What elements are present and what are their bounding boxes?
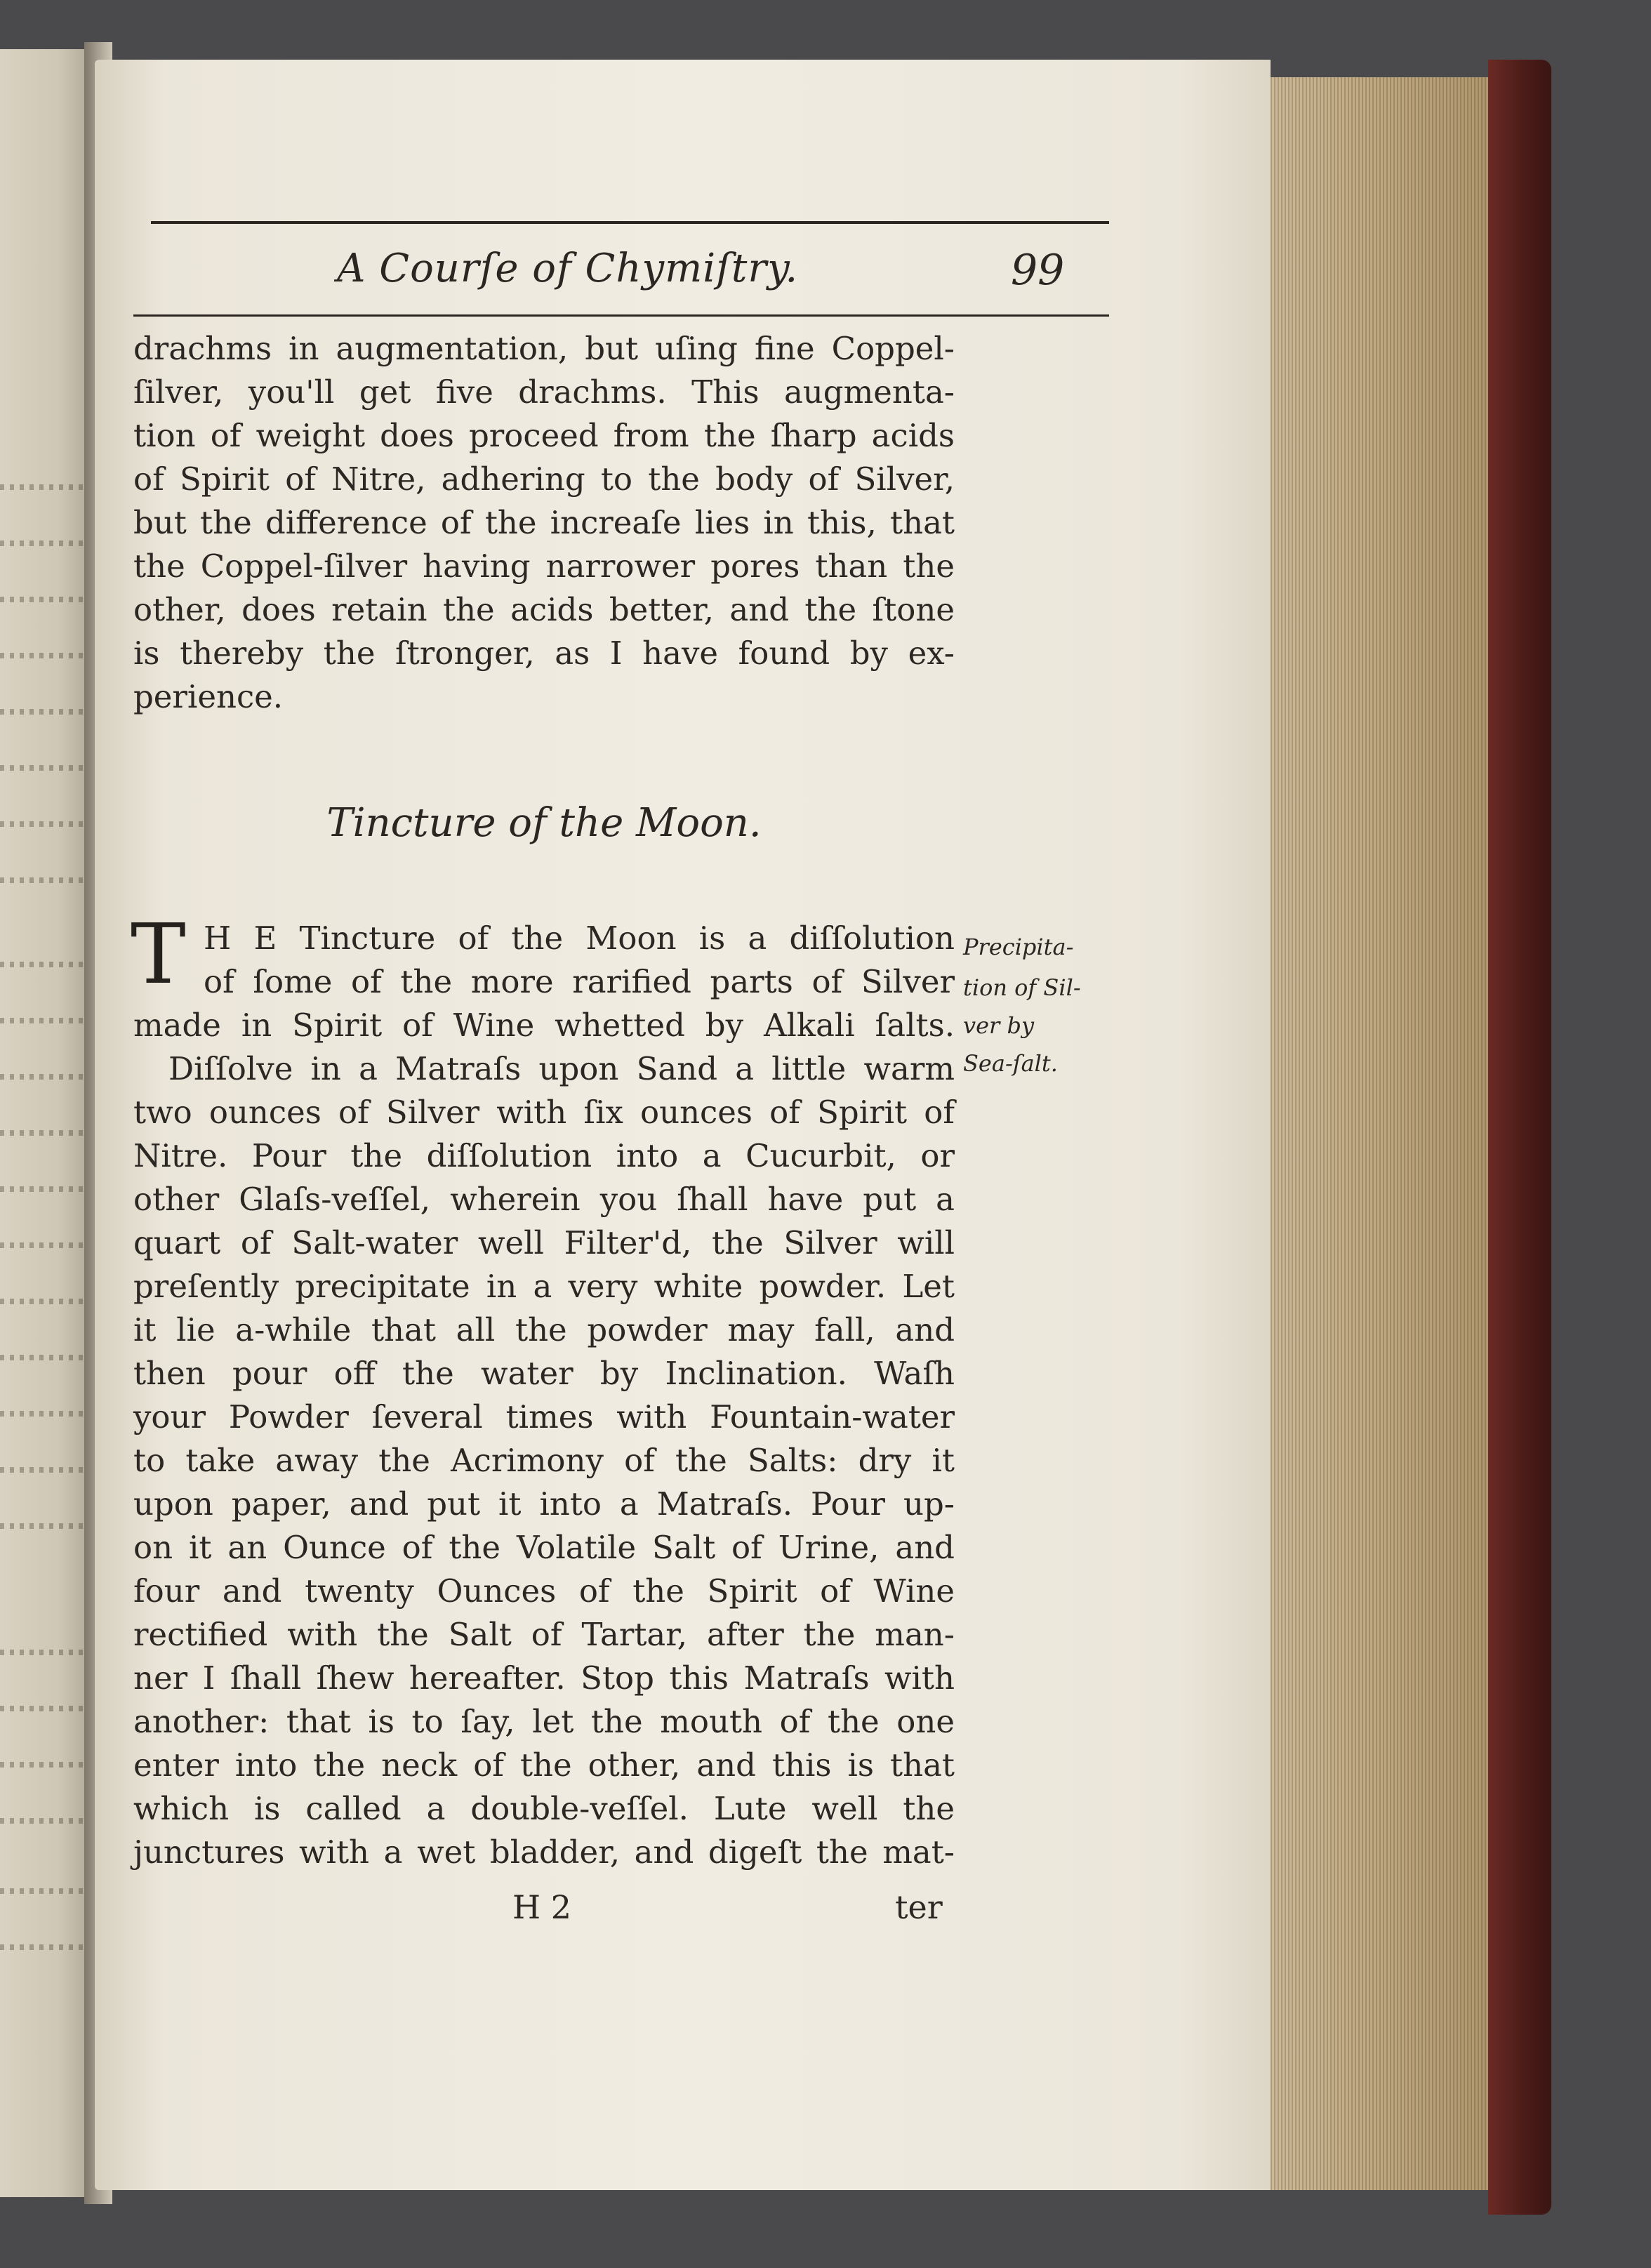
text-line: enter into the neck of the other, and this is that [133,1746,955,1784]
text-line: upon paper, and put it into a Matraſs. Pour up- [133,1485,955,1523]
page-block-edge [1264,77,1495,2190]
facing-text-line [0,1650,91,1655]
text-line: to take away the Acrimony of the Salts: dry it [133,1442,955,1479]
section-heading: Tincture of the Moon. [326,800,762,846]
facing-text-line [0,1130,91,1136]
facing-text-line [0,1762,91,1768]
facing-text-line [0,877,91,883]
text-line: four and twenty Ounces of the Spirit of Wine [133,1572,955,1610]
text-line: which is called a double-veſſel. Lute well the [133,1790,955,1827]
text-line: Diſſolve in a Matraſs upon Sand a little warm [168,1050,955,1087]
facing-text-line [0,1186,91,1192]
facing-text-line [0,541,91,546]
facing-page-edge [0,49,98,2197]
text-line: your Powder ſeveral times with Fountain-water [133,1398,955,1435]
margin-note-line: Sea-ſalt. [963,1050,1058,1077]
text-line: is thereby the ſtronger, as I have found by ex- [133,635,955,672]
text-line: rectified with the Salt of Tartar, after the man- [133,1616,955,1653]
facing-text-line [0,1818,91,1824]
catchword: ter [895,1888,943,1926]
text-line: but the difference of the increaſe lies in this, that [133,504,955,541]
header-rule-top [151,221,1109,224]
text-line: drachms in augmentation, but uſing fine Coppel- [133,330,955,367]
margin-note-line: ver by [963,1012,1035,1039]
text-line: it lie a-while that all the powder may fall, and [133,1311,955,1348]
facing-text-line [0,821,91,827]
text-line: another: that is to ſay, let the mouth of the one [133,1703,955,1740]
text-line: preſently precipitate in a very white powder. Let [133,1268,955,1305]
text-line: the Coppel-ſilver having narrower pores than the [133,548,955,585]
facing-text-line [0,1467,91,1473]
text-line: of ſome of the more rarified parts of Silver [204,963,955,1000]
facing-text-line [0,765,91,771]
running-title: A Courſe of Chymiſtry. [337,246,799,291]
book-cover-edge [1488,60,1551,2215]
text-line: H E Tincture of the Moon is a diſſolution [204,920,955,957]
text-line: Nitre. Pour the diſſolution into a Cucurbit, or [133,1137,955,1174]
text-line: junctures with a wet bladder, and digeſt the mat- [133,1833,955,1871]
facing-text-line [0,1299,91,1304]
facing-text-line [0,1706,91,1711]
text-line: ner I ſhall ſhew hereafter. Stop this Matraſs with [133,1659,955,1697]
facing-text-line [0,1411,91,1417]
text-line: other, does retain the acids better, and the ſtone [133,591,955,628]
text-line: of Spirit of Nitre, adhering to the body of Silver, [133,460,955,498]
facing-text-line [0,653,91,658]
facing-text-line [0,1074,91,1080]
facing-text-line [0,484,91,490]
header-rule-bottom [133,314,1109,317]
text-line: two ounces of Silver with ſix ounces of Spirit of [133,1094,955,1131]
text-line: on it an Ounce of the Volatile Salt of Urine, and [133,1529,955,1566]
text-line: then pour off the water by Inclination. Waſh [133,1355,955,1392]
facing-text-line [0,1944,91,1950]
text-line: perience. [133,678,284,715]
facing-text-line [0,1355,91,1360]
text-line: tion of weight does proceed from the ſharp acids [133,417,955,454]
margin-note-line: Precipita- [963,934,1074,960]
facing-text-line [0,1523,91,1529]
facing-text-line [0,1242,91,1248]
facing-text-line [0,1888,91,1894]
page-number: 99 [1011,246,1065,295]
facing-text-line [0,709,91,715]
signature-mark: H 2 [512,1888,572,1926]
facing-text-line [0,597,91,602]
text-line: other Glaſs-veſſel, wherein you ſhall have put a [133,1181,955,1218]
drop-cap: T [131,906,186,1002]
facing-text-line [0,1018,91,1023]
facing-text-line [0,962,91,967]
text-line: quart of Salt-water well Filter'd, the Silver will [133,1224,955,1261]
text-line: ſilver, you'll get five drachms. This augmenta- [133,373,955,411]
margin-note-line: tion of Sil- [963,974,1081,1001]
text-line: made in Spirit of Wine whetted by Alkali ſalts. [133,1007,955,1044]
